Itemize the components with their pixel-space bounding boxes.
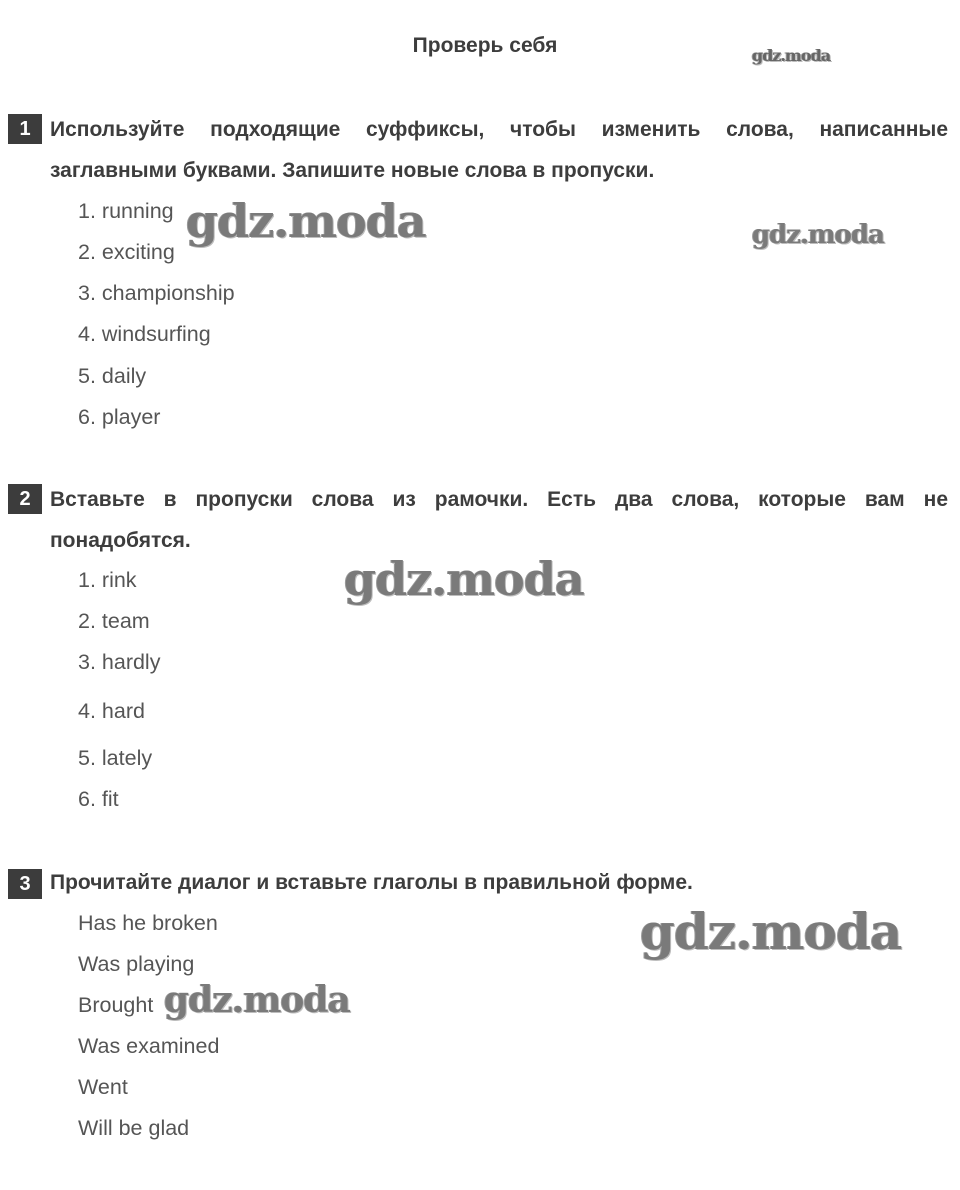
answer-list	[78, 560, 160, 820]
answer-item: 2. exciting	[78, 240, 175, 264]
watermark: gdz.moda	[640, 902, 902, 961]
answer-item: Was playing	[78, 952, 195, 976]
answer-item: 6. player	[78, 405, 161, 429]
answer-item: Was examined	[78, 1034, 220, 1058]
watermark: gdz.moda	[186, 194, 426, 248]
watermark: gdz.moda	[752, 46, 831, 65]
answer-item: 3. hardly	[78, 650, 161, 674]
answer-item: Has he broken	[78, 911, 218, 935]
answer-item: Brought	[78, 993, 154, 1017]
watermark: gdz.moda	[344, 552, 584, 606]
task-number-badge: 1	[8, 114, 42, 144]
watermark: gdz.moda	[164, 979, 350, 1021]
answer-item: 3. championship	[78, 281, 235, 305]
task-instruction: Вставьте в пропуски слова из рамочки. Есть два слова, которые вам не понадобятся.	[50, 488, 948, 552]
watermark: gdz.moda	[752, 220, 885, 250]
answer-item: 1. rink	[78, 568, 137, 592]
task-instruction: Прочитайте диалог и вставьте глаголы в правильной форме.	[50, 871, 693, 894]
answer-item: 5. daily	[78, 364, 147, 388]
answer-item: 6. fit	[78, 787, 119, 811]
answer-item: 4. hard	[78, 699, 145, 723]
answer-item: Will be glad	[78, 1116, 190, 1140]
task-number-badge: 3	[8, 869, 42, 899]
answer-item: 1. running	[78, 199, 174, 223]
task-instruction: Используйте подходящие суффиксы, чтобы изменить слова, написанные заглавными буквами. Запишите новые слова в пропуски.	[50, 118, 948, 182]
answer-item: 5. lately	[78, 746, 153, 770]
answer-item: 4. windsurfing	[78, 322, 211, 346]
answer-item: 2. team	[78, 609, 150, 633]
task-number-badge: 2	[8, 484, 42, 514]
answer-item: Went	[78, 1075, 128, 1099]
page-title: Проверь себя	[412, 34, 558, 57]
answer-list	[78, 903, 219, 1149]
